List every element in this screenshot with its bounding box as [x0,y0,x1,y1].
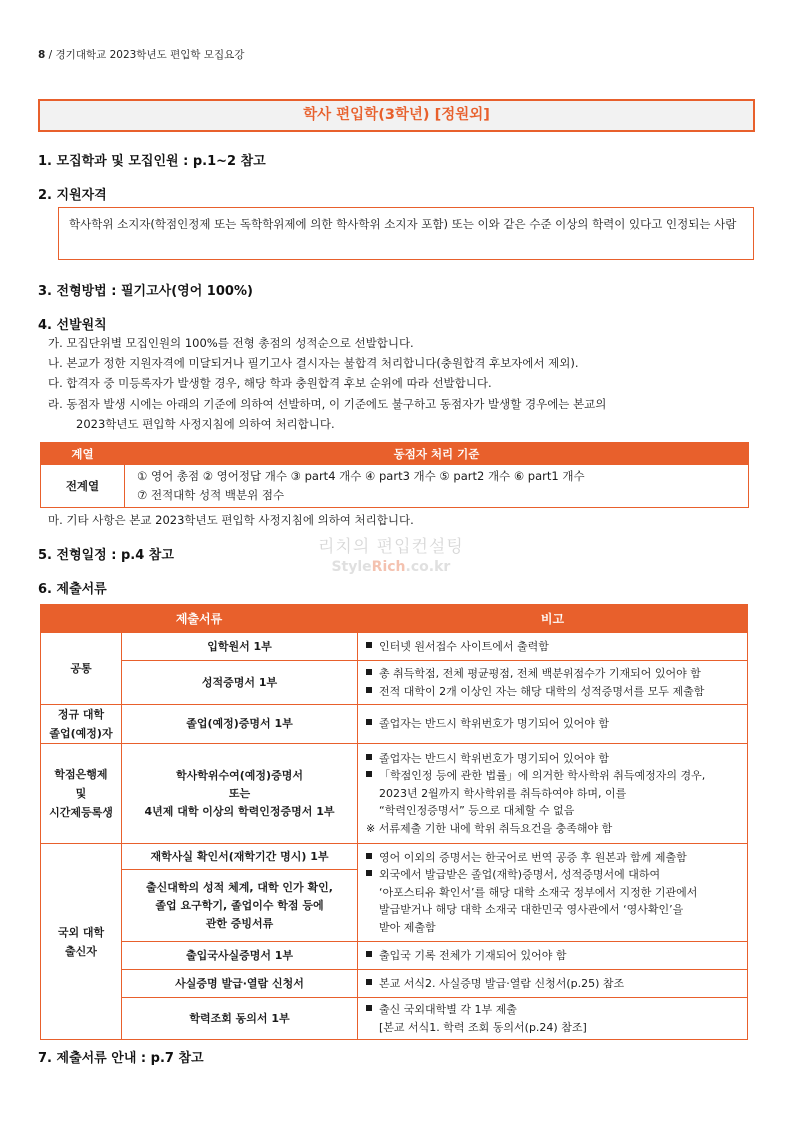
bullet-icon [366,771,372,777]
page-title: 학사 편입학(3학년) [정원외] [38,99,755,132]
header-separator: / [45,49,56,61]
rule-ma: 마. 기타 사항은 본교 2023학년도 편입학 사정지침에 의하여 처리합니다. [48,513,414,527]
note-text: 2023년 2월까지 학사학위를 취득하여야 하며, 이를 [379,786,627,800]
doc-line: 학사학위수여(예정)증명서 [176,768,303,782]
section-4-heading: 4. 선발원칙 [38,318,107,333]
note-fact-request [358,970,748,998]
group-label-line: 및 [75,787,87,800]
doc-fact-request: 사실증명 발급·열람 신청서 [122,970,358,998]
doc-line: 관한 증빙서류 [205,916,274,930]
bullet-icon [366,1005,372,1011]
doc-line: 출신대학의 성적 체계, 대학 인가 확인, [146,880,333,894]
watermark-line-2 [318,559,464,575]
bullet-icon [366,719,372,725]
watermark-domain: .co.kr [405,559,451,575]
note-line [366,866,739,884]
note-line [366,1001,739,1019]
bullet-icon [366,853,372,859]
note-application [358,633,748,661]
note-text: “학력인정증명서” 등으로 대체할 수 없음 [379,804,575,818]
group-label-line: 졸업(예정)자 [49,727,113,740]
note-text: 인터넷 원서접수 사이트에서 출력함 [379,639,549,653]
note-text: 본교 서식2. 사실증명 발급·열람 신청서(p.25) 참조 [379,976,625,990]
note-graduation [358,705,748,744]
doc-line: 4년제 대학 이상의 학력인정증명서 1부 [144,804,335,818]
note-line [366,750,739,768]
doc-line: 졸업 요구학기, 졸업이수 학점 등에 [155,898,324,912]
tie-breaker-table [40,442,749,508]
rule-da: 다. 합격자 중 미등록자가 발생할 경우, 해당 학과 충원합격 후보 순위에 따라 선발합니다. [48,376,492,390]
doc-university-system [122,870,358,942]
rule-ra: 라. 동점자 발생 시에는 아래의 기준에 의하여 선발하며, 이 기준에도 불구하고 동점자가 발생할 경우에는 본교의 [48,397,607,411]
note-text: 졸업자는 반드시 학위번호가 명기되어 있어야 함 [379,717,610,731]
doc-degree [122,744,358,844]
note-text: 받아 제출함 [379,920,436,934]
doc-immigration: 출입국사실증명서 1부 [122,942,358,970]
note-consent [358,998,748,1040]
note-foreign [358,844,748,942]
note-text: 발급받거나 해당 대학 소재국 대한민국 영사관에서 ‘영사확인’을 [379,903,684,917]
doc-line: 또는 [228,786,251,800]
tie-col-category: 계열 [41,443,125,465]
qualification-box: 학사학위 소지자(학점인정제 또는 독학학위제에 의한 학사학위 소지자 포함) 또는 이와 같은 수준 이상의 학력이 있다고 인정되는 사람 [58,207,754,260]
bullet-icon [366,642,372,648]
note-text: 전적 대학이 2개 이상인 자는 해당 대학의 성적증명서를 모두 제출함 [379,684,705,698]
tie-row-label: 전계열 [41,465,125,508]
note-text: ※ 서류제출 기한 내에 학위 취득요건을 충족해야 함 [366,821,613,835]
section-1-heading: 1. 모집학과 및 모집인원 : p.1~2 참고 [38,154,266,169]
section-5-heading: 5. 전형일정 : p.4 참고 [38,548,174,563]
page-number: 8 [38,49,46,61]
note-text: ‘아포스티유 확인서’를 해당 대학 소재국 정부에서 지정한 기관에서 [379,885,698,899]
group-label-line: 학점은행제 [54,768,108,781]
doc-application: 입학원서 1부 [122,633,358,661]
documents-table [40,604,748,1040]
doc-transcript: 성적증명서 1부 [122,661,358,705]
tie-criteria-line-1: ① 영어 총점 ② 영어정답 개수 ③ part4 개수 ④ part3 개수 ⑤ part2 개수 ⑥ part1 개수 [137,469,585,483]
bullet-icon [366,979,372,985]
note-line [366,767,739,785]
note-line [366,665,739,683]
rule-ga: 가. 모집단위별 모집인원의 100%를 전형 총점의 성적순으로 선발합니다. [48,336,414,350]
note-text: [본교 서식1. 학력 조회 동의서(p.24) 참조] [379,1020,587,1034]
watermark-style: Style [331,559,372,575]
note-text: 졸업자는 반드시 학위번호가 명기되어 있어야 함 [379,751,610,765]
note-degree [358,744,748,844]
group-label-line: 시간제등록생 [49,806,113,819]
docs-col-documents: 제출서류 [41,605,358,633]
note-text: 외국에서 발급받은 졸업(재학)증명서, 성적증명서에 대하여 [379,868,661,882]
group-regular [41,705,122,744]
bullet-icon [366,754,372,760]
group-label-line: 정규 대학 [57,708,105,721]
doc-graduation: 졸업(예정)증명서 1부 [122,705,358,744]
section-6-heading: 6. 제출서류 [38,582,107,597]
tie-criteria-line-2: ⑦ 전적대학 성적 백분위 점수 [137,488,285,502]
section-3-heading: 3. 전형방법 : 필기고사(영어 100%) [38,284,253,299]
header-doc-title: 경기대학교 2023학년도 편입학 모집요강 [55,49,245,61]
bullet-icon [366,669,372,675]
group-foreign [41,844,122,1040]
section-7-heading: 7. 제출서류 안내 : p.7 참고 [38,1051,204,1066]
note-text: 영어 이외의 증명서는 한국어로 번역 공증 후 원본과 함께 제출함 [379,850,687,864]
note-text: 총 취득학점, 전체 평균평점, 전체 백분위점수가 기재되어 있어야 함 [379,667,701,680]
bullet-icon [366,951,372,957]
group-common: 공통 [41,633,122,705]
doc-enrollment: 재학사실 확인서(재학기간 명시) 1부 [122,844,358,870]
watermark-line-1: 리치의 편입컨설팅 [318,537,464,557]
page-header [38,47,244,62]
note-immigration [358,942,748,970]
group-credit-bank [41,744,122,844]
docs-col-remarks: 비고 [358,605,748,633]
doc-consent: 학력조회 동의서 1부 [122,998,358,1040]
note-text: 출입국 기록 전체가 기재되어 있어야 함 [379,948,567,962]
note-line [366,849,739,867]
bullet-icon [366,687,372,693]
note-text: 출신 국외대학별 각 1부 제출 [379,1003,517,1016]
note-transcript [358,661,748,705]
tie-criteria-cell [125,465,749,508]
rule-na: 나. 본교가 정한 지원자격에 미달되거나 필기고사 결시자는 불합격 처리합니다(충원합격 후보자에서 제외). [48,356,579,370]
watermark [318,532,464,575]
group-label-line: 국외 대학 [57,925,105,939]
section-2-heading: 2. 지원자격 [38,188,107,203]
rule-ra-cont: 2023학년도 편입학 사정지침에 의하여 처리합니다. [76,417,335,431]
note-line [366,683,739,701]
tie-col-criteria: 동점자 처리 기준 [125,443,749,465]
watermark-rich: Rich [371,559,406,575]
bullet-icon [366,870,372,876]
note-text: 「학점인정 등에 관한 법률」에 의거한 학사학위 취득예정자의 경우, [379,769,706,783]
group-label-line: 출신자 [65,944,97,958]
